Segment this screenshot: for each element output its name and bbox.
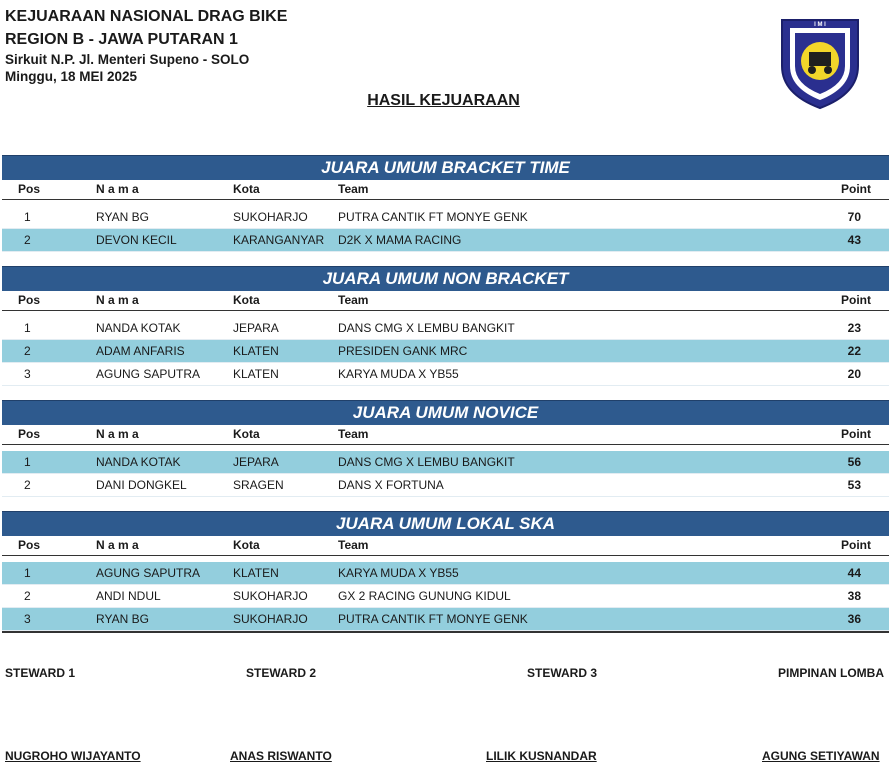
section-title: JUARA UMUM NON BRACKET — [2, 266, 889, 291]
cell-point: 56 — [847, 455, 861, 469]
cell-kota: KLATEN — [233, 367, 279, 381]
column-header-pos: Pos — [18, 427, 41, 441]
cell-kota: KLATEN — [233, 566, 279, 580]
column-header-row — [2, 536, 889, 556]
column-header-point: Point — [841, 538, 871, 552]
cell-team: PRESIDEN GANK MRC — [338, 344, 468, 358]
cell-kota: SRAGEN — [233, 478, 284, 492]
cell-pos: 1 — [24, 210, 31, 224]
table-row — [2, 206, 889, 229]
section-table — [2, 511, 889, 633]
race-director-name: AGUNG SETIYAWAN — [762, 749, 880, 763]
column-header-kota: Kota — [233, 538, 260, 552]
cell-nama: ANDI NDUL — [96, 589, 161, 603]
cell-team: PUTRA CANTIK FT MONYE GENK — [338, 210, 528, 224]
steward-2-role: STEWARD 2 — [246, 666, 317, 680]
page-title: HASIL KEJUARAAN — [367, 92, 520, 109]
event-header — [5, 5, 287, 85]
cell-pos: 1 — [24, 321, 31, 335]
cell-kota: JEPARA — [233, 455, 279, 469]
section-table — [2, 266, 889, 386]
cell-kota: KLATEN — [233, 344, 279, 358]
table-row — [2, 317, 889, 340]
table-row — [2, 451, 889, 474]
cell-pos: 3 — [24, 367, 31, 381]
cell-pos: 2 — [24, 233, 31, 247]
cell-kota: SUKOHARJO — [233, 612, 308, 626]
cell-team: PUTRA CANTIK FT MONYE GENK — [338, 612, 528, 626]
column-header-kota: Kota — [233, 427, 260, 441]
table-row — [2, 363, 889, 386]
table-row — [2, 585, 889, 608]
cell-nama: DEVON KECIL — [96, 233, 177, 247]
event-region: REGION B - JAWA PUTARAN 1 — [5, 31, 238, 48]
column-header-nama: N a m a — [96, 538, 139, 552]
table-row — [2, 562, 889, 585]
cell-point: 38 — [847, 589, 861, 603]
column-header-point: Point — [841, 427, 871, 441]
steward-3-role: STEWARD 3 — [527, 666, 598, 680]
table-row — [2, 608, 889, 631]
column-header-nama: N a m a — [96, 293, 139, 307]
section-table — [2, 400, 889, 497]
column-header-kota: Kota — [233, 293, 260, 307]
event-date: Minggu, 18 MEI 2025 — [5, 69, 138, 84]
cell-kota: SUKOHARJO — [233, 589, 308, 603]
cell-point: 20 — [847, 367, 861, 381]
cell-nama: RYAN BG — [96, 210, 149, 224]
cell-team: DANS X FORTUNA — [338, 478, 444, 492]
cell-point: 43 — [847, 233, 861, 247]
column-header-nama: N a m a — [96, 427, 139, 441]
cell-point: 53 — [847, 478, 861, 492]
cell-team: KARYA MUDA X YB55 — [338, 566, 459, 580]
column-header-team: Team — [338, 538, 369, 552]
steward-3-name: LILIK KUSNANDAR — [486, 749, 597, 763]
cell-point: 36 — [847, 612, 861, 626]
event-title: KEJUARAAN NASIONAL DRAG BIKE — [5, 8, 288, 25]
cell-nama: RYAN BG — [96, 612, 149, 626]
column-header-team: Team — [338, 427, 369, 441]
svg-text:I M I: I M I — [814, 22, 826, 28]
cell-kota: KARANGANYAR — [233, 233, 325, 247]
table-end-rule — [2, 631, 889, 633]
section-title: JUARA UMUM NOVICE — [2, 400, 889, 425]
steward-2-name: ANAS RISWANTO — [230, 749, 332, 763]
cell-pos: 2 — [24, 344, 31, 358]
cell-pos: 1 — [24, 566, 31, 580]
cell-team: GX 2 RACING GUNUNG KIDUL — [338, 589, 511, 603]
cell-point: 70 — [847, 210, 861, 224]
cell-nama: DANI DONGKEL — [96, 478, 187, 492]
steward-1-role: STEWARD 1 — [5, 666, 76, 680]
table-row — [2, 229, 889, 252]
event-venue: Sirkuit N.P. Jl. Menteri Supeno - SOLO — [5, 52, 250, 67]
column-header-kota: Kota — [233, 182, 260, 196]
column-header-row — [2, 425, 889, 445]
cell-nama: NANDA KOTAK — [96, 321, 181, 335]
column-header-pos: Pos — [18, 293, 41, 307]
column-header-point: Point — [841, 182, 871, 196]
cell-team: DANS CMG X LEMBU BANGKIT — [338, 455, 515, 469]
column-header-row — [2, 180, 889, 200]
cell-pos: 3 — [24, 612, 31, 626]
cell-team: DANS CMG X LEMBU BANGKIT — [338, 321, 515, 335]
cell-pos: 1 — [24, 455, 31, 469]
column-header-row — [2, 291, 889, 311]
section-table — [2, 155, 889, 252]
column-header-pos: Pos — [18, 538, 41, 552]
steward-1-name: NUGROHO WIJAYANTO — [5, 749, 141, 763]
cell-team: KARYA MUDA X YB55 — [338, 367, 459, 381]
cell-kota: SUKOHARJO — [233, 210, 308, 224]
table-row — [2, 474, 889, 497]
table-row — [2, 340, 889, 363]
cell-nama: AGUNG SAPUTRA — [96, 367, 201, 381]
cell-nama: AGUNG SAPUTRA — [96, 566, 201, 580]
cell-pos: 2 — [24, 589, 31, 603]
section-title: JUARA UMUM LOKAL SKA — [2, 511, 889, 536]
race-director-role: PIMPINAN LOMBA — [778, 666, 884, 680]
column-header-nama: N a m a — [96, 182, 139, 196]
cell-point: 22 — [847, 344, 861, 358]
cell-nama: ADAM ANFARIS — [96, 344, 185, 358]
section-title: JUARA UMUM BRACKET TIME — [2, 155, 889, 180]
cell-point: 23 — [847, 321, 861, 335]
cell-pos: 2 — [24, 478, 31, 492]
cell-nama: NANDA KOTAK — [96, 455, 181, 469]
cell-kota: JEPARA — [233, 321, 279, 335]
cell-point: 44 — [847, 566, 861, 580]
column-header-point: Point — [841, 293, 871, 307]
cell-team: D2K X MAMA RACING — [338, 233, 462, 247]
column-header-pos: Pos — [18, 182, 41, 196]
column-header-team: Team — [338, 293, 369, 307]
column-header-team: Team — [338, 182, 369, 196]
